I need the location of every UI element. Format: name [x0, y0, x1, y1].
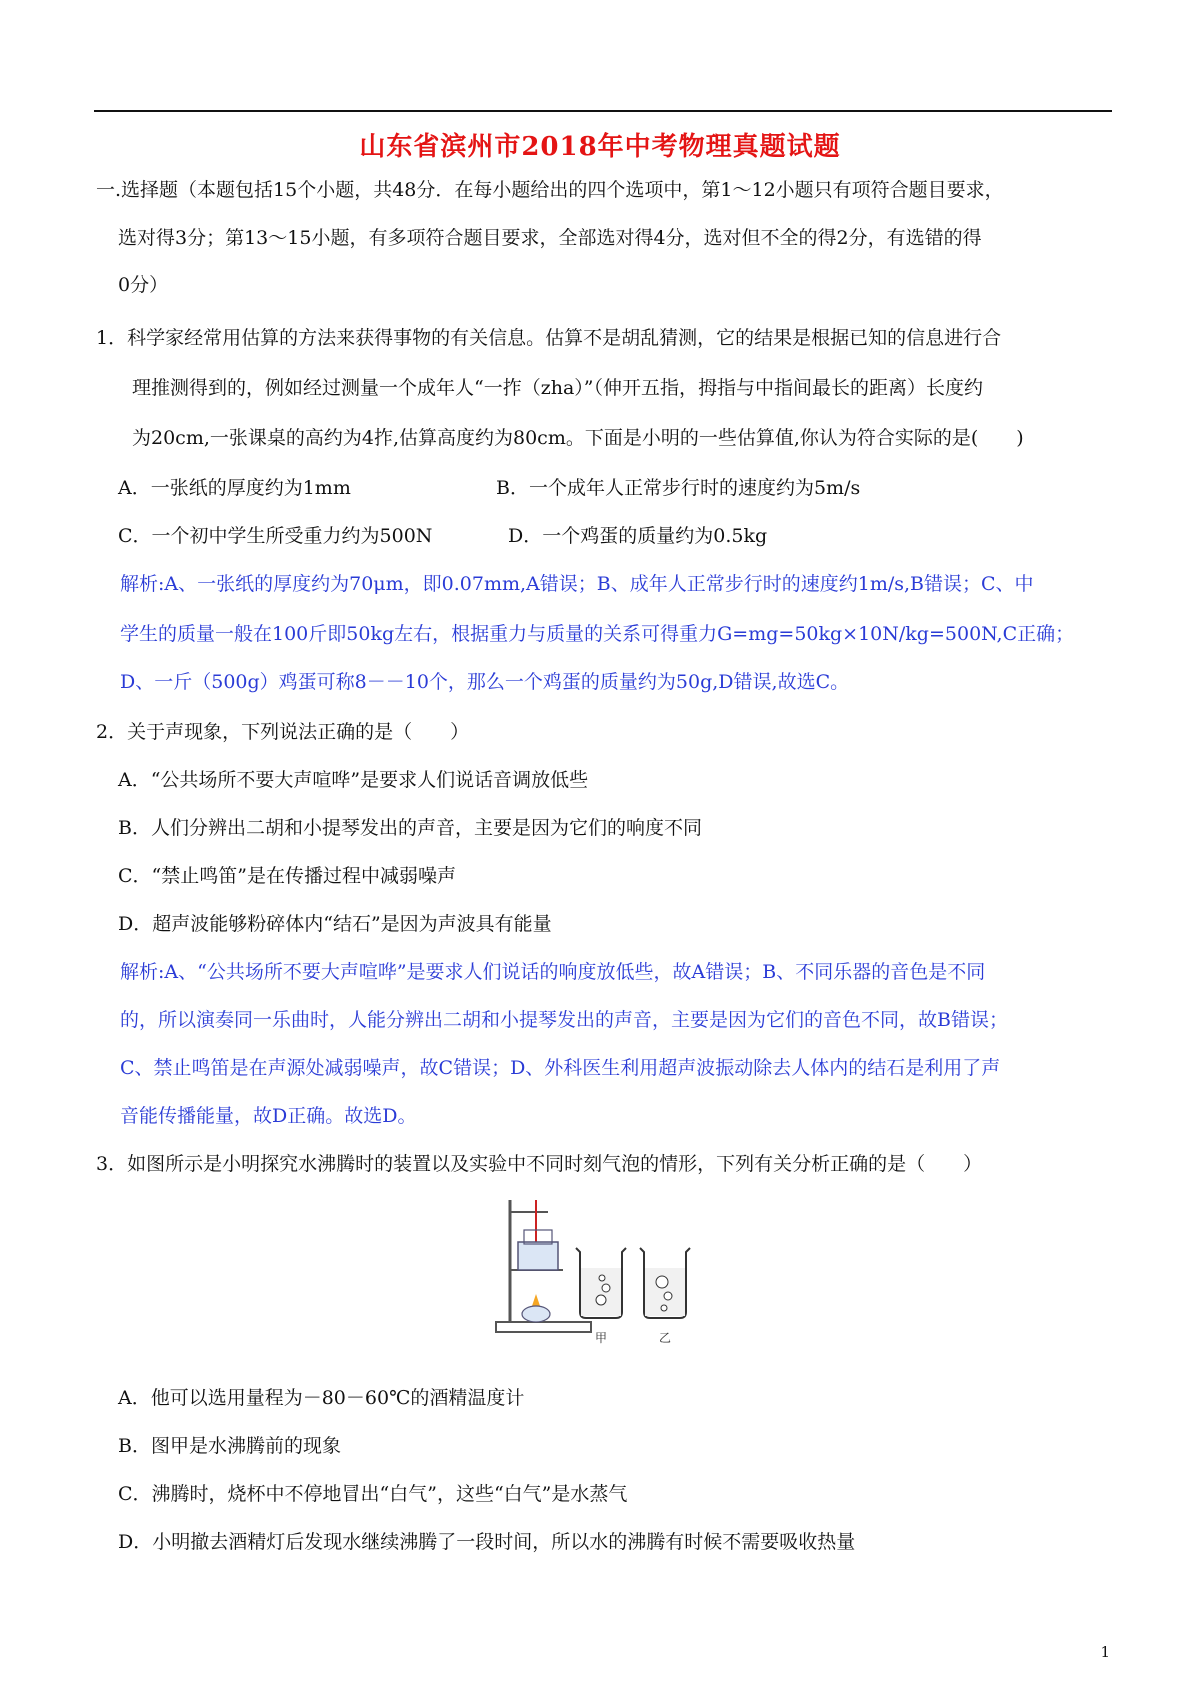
header-rule	[94, 110, 1112, 112]
section-header-line: 一.选择题（本题包括15个小题，共48分．在每小题给出的四个选项中，第1～12小题只有项符合题目要求，	[96, 179, 1004, 201]
q2-option-a: A．“公共场所不要大声喧哗”是要求人们说话音调放低些	[118, 769, 589, 791]
figure-label-jia: 甲	[594, 1331, 608, 1345]
q3-option-b: B．图甲是水沸腾前的现象	[118, 1435, 341, 1457]
q2-option-b: B．人们分辨出二胡和小提琴发出的声音，主要是因为它们的响度不同	[118, 817, 702, 839]
section-header-line: 0分）	[118, 274, 169, 296]
q1-option-b: B．一个成年人正常步行时的速度约为5m/s	[496, 477, 861, 499]
q2-option-d: D．超声波能够粉碎体内“结石”是因为声波具有能量	[118, 913, 552, 935]
q1-option-c: C．一个初中学生所受重力约为500N	[118, 525, 433, 547]
q3-stem: 3．如图所示是小明探究水沸腾时的装置以及实验中不同时刻气泡的情形，下列有关分析正确的是（ ）	[96, 1153, 983, 1175]
boiling-apparatus-figure	[488, 1190, 708, 1350]
page-title: 山东省滨州市2018年中考物理真题试题	[359, 132, 841, 162]
q1-stem-line: 为20cm,一张课桌的高约为4拃,估算高度约为80cm。下面是小明的一些估算值,你认为符合实际的是( )	[132, 427, 1024, 449]
q1-stem-line: 理推测得到的，例如经过测量一个成年人“一拃（zha）”（伸开五指，拇指与中指间最长的距离）长度约	[132, 377, 984, 399]
q2-analysis-line: C、禁止鸣笛是在声源处减弱噪声，故C错误；D、外科医生利用超声波振动除去人体内的结石是利用了声	[120, 1057, 1001, 1079]
q2-option-c: C．“禁止鸣笛”是在传播过程中减弱噪声	[118, 865, 456, 887]
q2-analysis-line: 的，所以演奏同一乐曲时，人能分辨出二胡和小提琴发出的声音，主要是因为它们的音色不同，故B错误；	[120, 1009, 1008, 1031]
q1-option-d: D．一个鸡蛋的质量约为0.5kg	[508, 525, 768, 547]
q2-analysis-line: 音能传播能量，故D正确。故选D。	[120, 1105, 417, 1127]
q1-analysis-line: 解析:A、一张纸的厚度约为70μm，即0.07mm,A错误；B、成年人正常步行时的速度约1m/s,B错误；C、中	[120, 573, 1034, 595]
q1-option-a: A．一张纸的厚度约为1mm	[118, 477, 351, 499]
boiling-apparatus-illustration	[488, 1190, 708, 1350]
q1-stem-line: 1．科学家经常用估算的方法来获得事物的有关信息。估算不是胡乱猜测，它的结果是根据已知的信息进行合	[96, 327, 1002, 349]
q2-analysis-line: 解析:A、“公共场所不要大声喧哗”是要求人们说话的响度放低些，故A错误；B、不同乐器的音色是不同	[120, 961, 986, 983]
q1-analysis-line: D、一斤（500g）鸡蛋可称8－－10个，那么一个鸡蛋的质量约为50g,D错误,故选C。	[120, 671, 850, 693]
section-header-line: 选对得3分；第13～15小题，有多项符合题目要求，全部选对得4分，选对但不全的得2分，有选错的得	[118, 227, 982, 249]
q2-stem: 2．关于声现象，下列说法正确的是（ ）	[96, 721, 470, 743]
q1-analysis-line: 学生的质量一般在100斤即50kg左右，根据重力与质量的关系可得重力G=mg=50kg×10N/kg=500N,C正确；	[120, 623, 1075, 645]
q3-option-c: C．沸腾时，烧杯中不停地冒出“白气”，这些“白气”是水蒸气	[118, 1483, 628, 1505]
figure-label-yi: 乙	[658, 1331, 672, 1345]
page-number: 1	[1100, 1643, 1110, 1661]
q3-option-a: A．他可以选用量程为－80－60℃的酒精温度计	[118, 1387, 525, 1409]
q3-option-d: D．小明撤去酒精灯后发现水继续沸腾了一段时间，所以水的沸腾有时候不需要吸收热量	[118, 1531, 856, 1553]
